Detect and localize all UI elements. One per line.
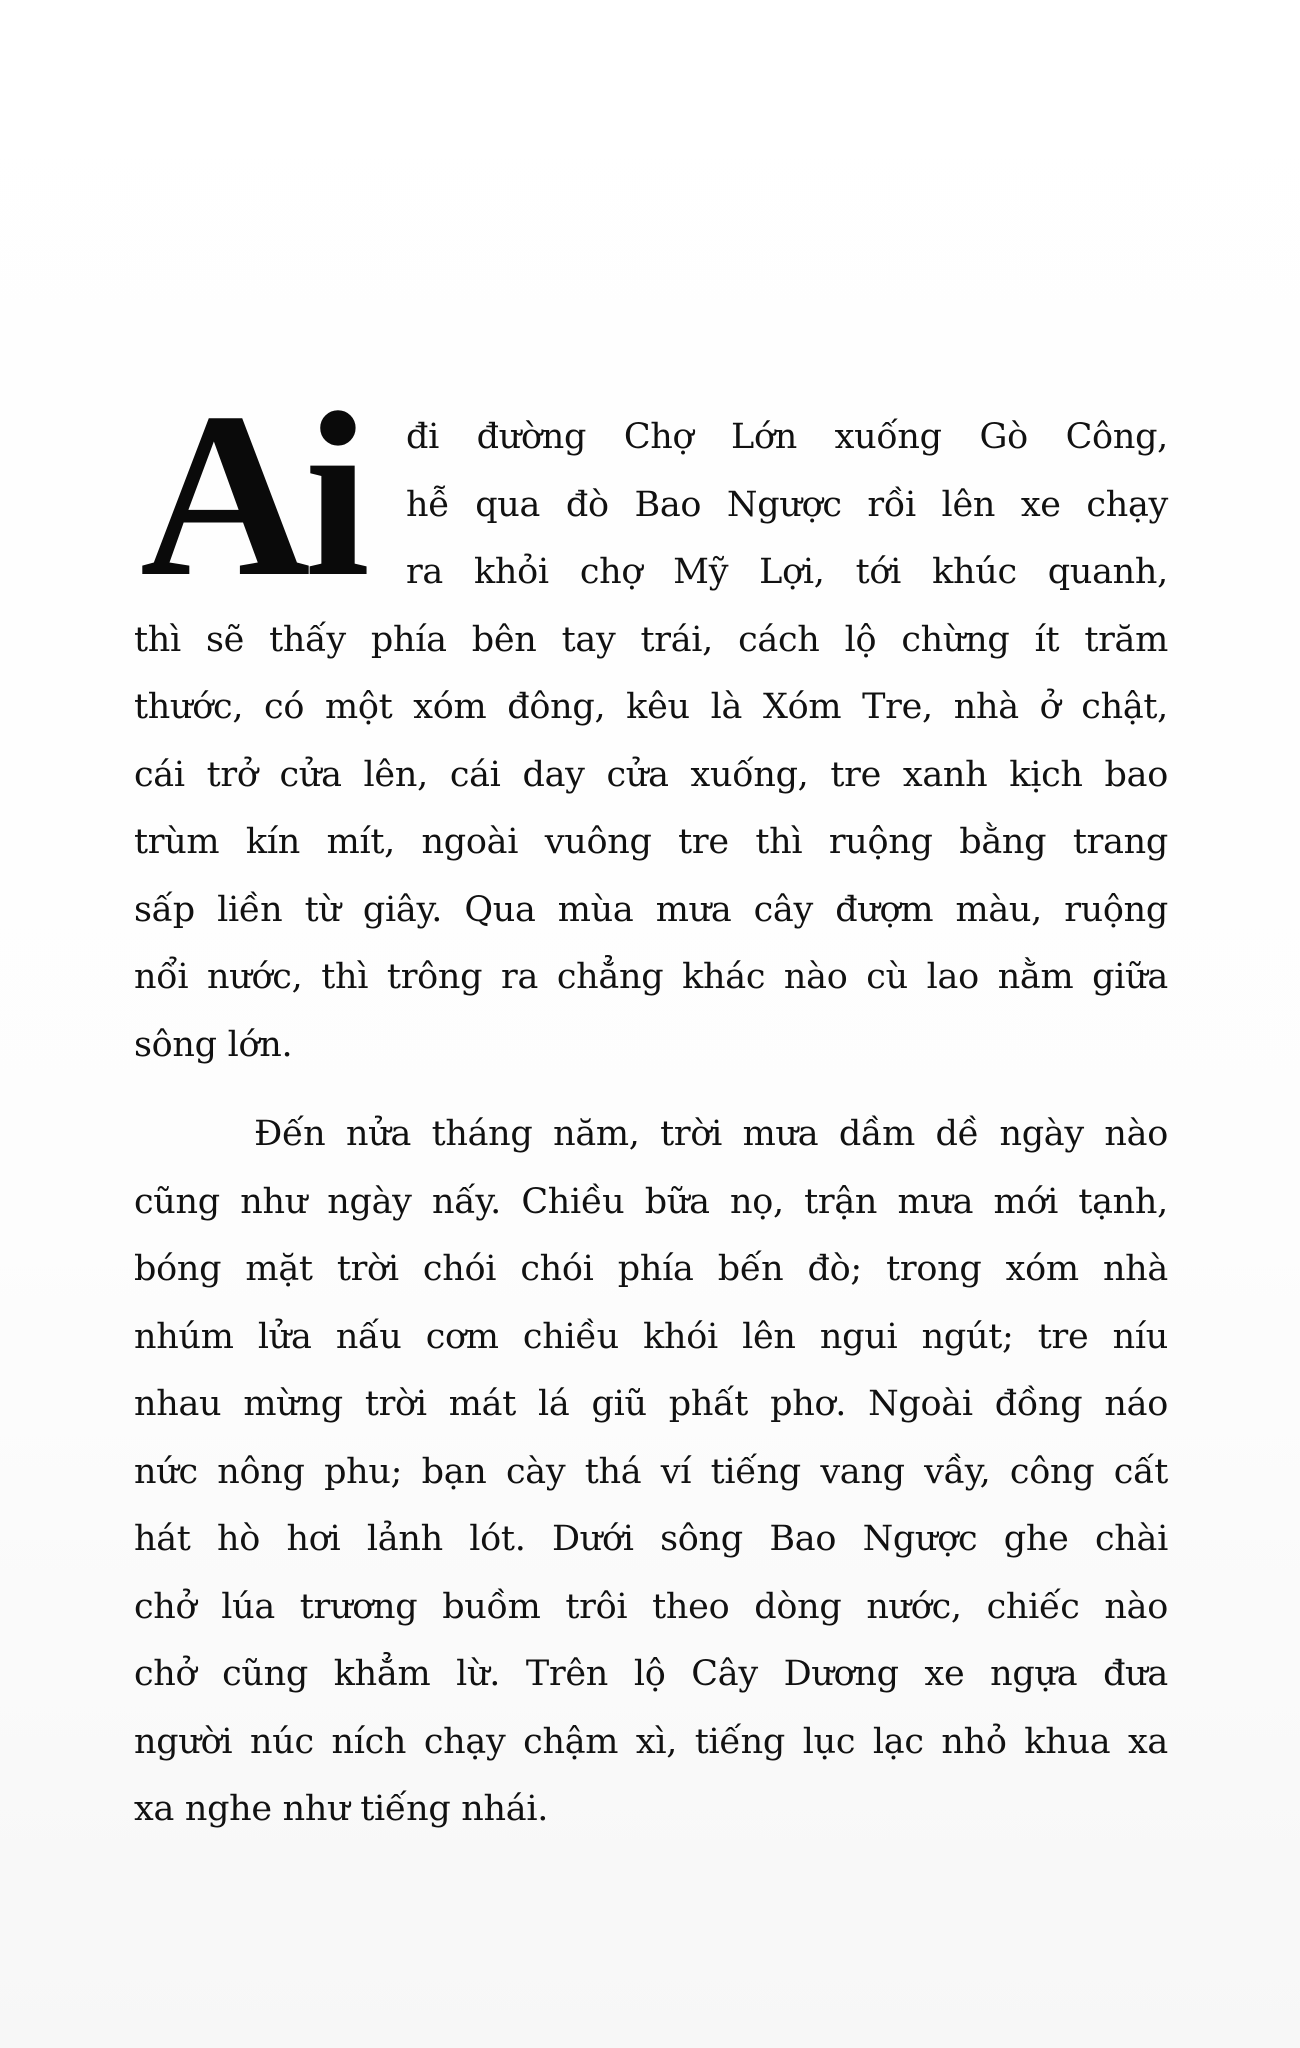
text-line: chở cũng khẳm lừ. Trên lộ Cây Dương xe ngựa đưa bbox=[134, 1654, 1168, 1694]
text-line: ra khỏi chợ Mỹ Lợi, tới khúc quanh, bbox=[406, 552, 1168, 592]
text-line: chở lúa trương buồm trôi theo dòng nước, chiếc nào bbox=[134, 1586, 1168, 1627]
text-line: xa nghe như tiếng nhái. bbox=[134, 1789, 549, 1829]
drop-cap-container bbox=[134, 365, 396, 626]
text-line: sấp liền từ giây. Qua mùa mưa cây đượm màu, ruộng bbox=[134, 889, 1168, 930]
text-line: trùm kín mít, ngoài vuông tre thì ruộng bằng trang bbox=[134, 822, 1168, 862]
text-line: sông lớn. bbox=[134, 1024, 293, 1065]
text-line: bóng mặt trời chói chói phía bến đò; trong xóm nhà bbox=[134, 1249, 1168, 1289]
paragraph-1 bbox=[134, 365, 1168, 1079]
text-line: thì sẽ thấy phía bên tay trái, cách lộ chừng ít trăm bbox=[134, 619, 1168, 660]
text-line: hễ qua đò Bao Ngược rồi lên xe chạy bbox=[406, 484, 1168, 525]
text-line: nhau mừng trời mát lá giũ phất phơ. Ngoài đồng náo bbox=[134, 1384, 1168, 1424]
text-line: thước, có một xóm đông, kêu là Xóm Tre, nhà ở chật, bbox=[134, 687, 1168, 727]
text-line: hát hò hơi lảnh lót. Dưới sông Bao Ngược ghe chài bbox=[134, 1519, 1168, 1559]
text-line-indented: Đến nửa tháng năm, trời mưa dầm dề ngày nào bbox=[254, 1114, 1168, 1154]
body-text bbox=[134, 365, 1168, 1844]
text-line: người núc ních chạy chậm xì, tiếng lục lạc nhỏ khua xa bbox=[134, 1721, 1168, 1762]
text-line: đi đường Chợ Lớn xuống Gò Công, bbox=[406, 417, 1168, 457]
text-line: nức nông phu; bạn cày thá ví tiếng vang vầy, công cất bbox=[134, 1451, 1168, 1492]
text-line: cái trở cửa lên, cái day cửa xuống, tre xanh kịch bao bbox=[134, 754, 1168, 795]
text-line: nổi nước, thì trông ra chẳng khác nào cù lao nằm giữa bbox=[134, 957, 1168, 997]
text-line: cũng như ngày nấy. Chiều bữa nọ, trận mưa mới tạnh, bbox=[134, 1181, 1168, 1222]
drop-cap: Ai bbox=[140, 365, 364, 626]
paragraph-2 bbox=[134, 1101, 1168, 1844]
text-line: nhúm lửa nấu cơm chiều khói lên ngui ngút; tre níu bbox=[134, 1316, 1168, 1357]
